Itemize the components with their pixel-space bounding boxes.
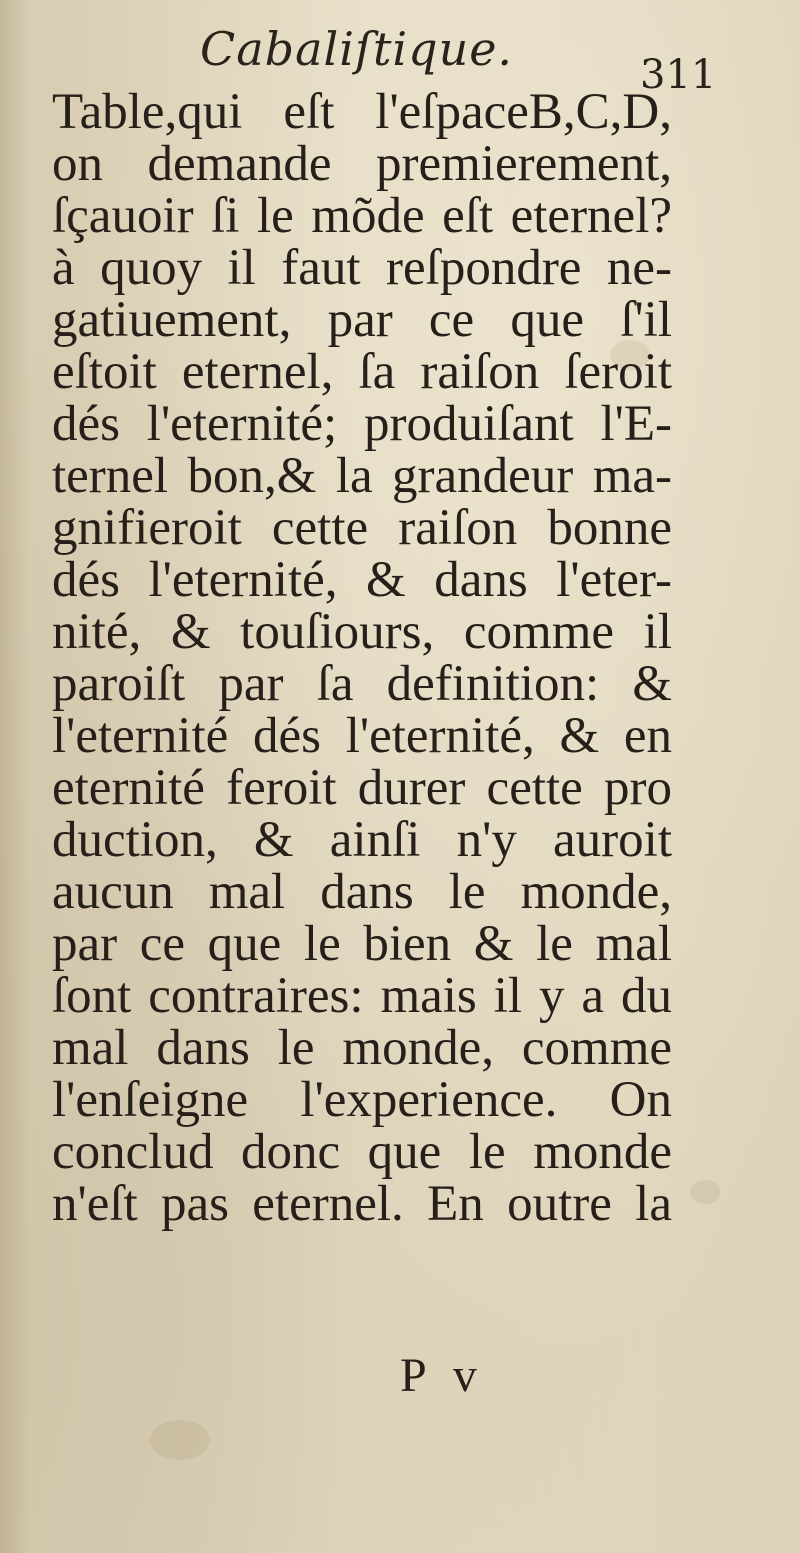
text-line: n'eſt pas eternel. En outre la xyxy=(52,1176,672,1232)
foxing-spot xyxy=(150,1420,210,1460)
text-line: mal dans le monde, comme xyxy=(52,1020,672,1076)
foxing-spot xyxy=(690,1180,720,1204)
text-line: ſont contraires: mais il y a du xyxy=(52,968,672,1024)
signature-mark: P v xyxy=(400,1349,485,1402)
text-line: eternité feroit durer cette pro xyxy=(52,760,672,816)
text-line: l'eternité dés l'eternité, & en xyxy=(52,708,672,764)
text-line: on demande premierement, xyxy=(52,136,672,192)
text-line: duction, & ainſi n'y auroit xyxy=(52,812,672,868)
text-line: eſtoit eternel, ſa raiſon ſeroit xyxy=(52,344,672,400)
text-line: conclud donc que le monde xyxy=(52,1124,672,1180)
text-line: ternel bon,& la grandeur ma- xyxy=(52,448,672,504)
text-line: par ce que le bien & le mal xyxy=(52,916,672,972)
text-line: Table,qui eſt l'eſpaceB,C,D, xyxy=(52,84,672,140)
text-line: nité, & touſiours, comme il xyxy=(52,604,672,660)
page-number: 311 xyxy=(640,52,717,98)
text-line: gnifieroit cette raiſon bonne xyxy=(52,500,672,556)
text-line: l'enſeigne l'experience. On xyxy=(52,1072,672,1128)
text-line: dés l'eternité, & dans l'eter- xyxy=(52,552,672,608)
gutter-shadow xyxy=(0,0,30,1553)
text-line: paroiſt par ſa definition: & xyxy=(52,656,672,712)
text-line: gatiuement, par ce que ſ'il xyxy=(52,292,672,348)
text-line: dés l'eternité; produiſant l'E- xyxy=(52,396,672,452)
text-line: à quoy il faut reſpondre ne- xyxy=(52,240,672,296)
body-text xyxy=(52,86,672,1230)
running-head: Cabaliſtique. xyxy=(200,22,514,76)
text-line: ſçauoir ſi le mõde eſt eternel? xyxy=(52,188,672,244)
text-line: aucun mal dans le monde, xyxy=(52,864,672,920)
